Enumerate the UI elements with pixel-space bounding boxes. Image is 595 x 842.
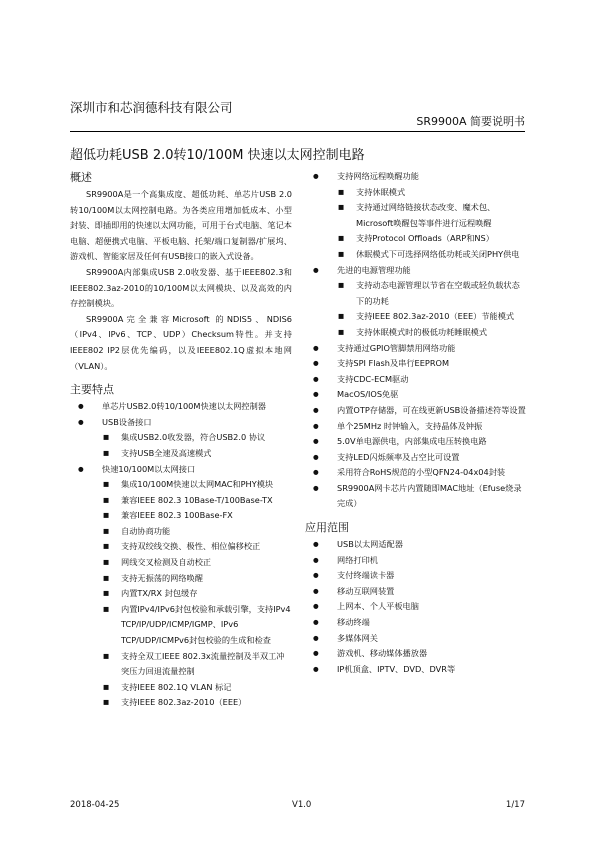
feature-subitem: ■ 自动协商功能 — [70, 524, 292, 540]
application-item: ● 游戏机、移动媒体播放器 — [305, 646, 527, 662]
feature-item: ● 支持SPI Flash及串行EEPROM — [305, 356, 527, 372]
feature-item: ● USB设备接口 — [70, 415, 292, 431]
feature-subitem: ■ 集成10/100M快速以太网MAC和PHY模块 — [70, 477, 292, 493]
section-gap — [70, 374, 292, 381]
right-column — [305, 169, 527, 677]
application-item: ● 上网本、个人平板电脑 — [305, 599, 527, 615]
feature-subitem: ■ 集成USB2.0收发器，符合USB2.0 协议 — [70, 430, 292, 446]
applications-heading: 应用范围 — [305, 521, 349, 535]
feature-item: ● 单芯片USB2.0转10/100M快速以太网控制器 — [70, 399, 292, 415]
document-title: 超低功耗USB 2.0转10/100M 快速以太网控制电路 — [70, 148, 365, 163]
feature-subitem: ■ 兼容IEEE 802.3 10Base-T/100Base-TX — [70, 493, 292, 509]
application-item: ● 网络打印机 — [305, 553, 527, 569]
feature-subitem: ■ 支持IEEE 802.1Q VLAN 标记 — [70, 680, 292, 696]
features-list-left — [70, 399, 292, 711]
feature-subitem: ■ 支持休眠模式时的极低功耗睡眠模式 — [305, 325, 527, 341]
feature-item: ● 单个25MHz 时钟输入，支持晶体及钟振 — [305, 419, 527, 435]
overview-paragraph: SR9900A完全兼容Microsoft 的NDIS5、NDIS6（IPv4、IPv6、TCP、UDP）Checksum特性。并支持IEEE802 IP2层优先编码，以及IEEE802.1Q虚拟本地网（VLAN）。 — [70, 313, 292, 371]
application-item: ● 移动终端 — [305, 615, 527, 631]
document-type: SR9900A 简要说明书 — [416, 115, 525, 128]
application-item: ● 支付终端读卡器 — [305, 568, 527, 584]
feature-subitem: ■ 兼容IEEE 802.3 100Base-FX — [70, 508, 292, 524]
overview-paragraph: SR9900A是一个高集成度、超低功耗、单芯片USB 2.0转10/100M以太网控制电路。为各类应用增加低成本、小型封装、即插即用的快速以太网功能，可用于台式电脑、笔记本电脑、超便携式电脑、平板电脑、托架/端口复制器/扩展坞、游戏机、智能家居及任何有USB接口的嵌入式设备。 — [70, 189, 292, 262]
feature-subitem: ■ 支持动态电源管理以节省在空载或轻负载状态下的功耗 — [305, 278, 527, 309]
feature-subitem: ■ 网线交叉检测及自动校正 — [70, 555, 292, 571]
application-item: ● USB以太网适配器 — [305, 537, 527, 553]
feature-item: ● 先进的电源管理功能 — [305, 263, 527, 279]
footer-date: 2018-04-25 — [70, 800, 120, 810]
application-item: ● 移动互联网装置 — [305, 584, 527, 600]
feature-subitem: ■ 支持Protocol Offloads（ARP和NS） — [305, 231, 527, 247]
features-heading: 主要特点 — [70, 383, 114, 397]
feature-subitem: ■ 支持IEEE 802.3az-2010（EEE） — [70, 695, 292, 711]
application-item: ● IP机顶盒、IPTV、DVD、DVR等 — [305, 662, 527, 678]
overview-body — [70, 187, 292, 374]
feature-subitem: ■ 内置IPv4/IPv6封包校验和承载引擎，支持IPv4 TCP/IP/UDP/ICMP/IGMP、IPv6 TCP/UDP/ICMPv6封包校验的生成和检查 — [70, 602, 292, 649]
section-gap — [305, 512, 527, 519]
feature-subitem: ■ 支持双绞线交换、极性、相位偏移校正 — [70, 539, 292, 555]
feature-item: ● 支持LED闪烁频率及占空比可设置 — [305, 450, 527, 466]
feature-subitem: ■ 支持IEEE 802.3az-2010（EEE）节能模式 — [305, 309, 527, 325]
feature-subitem: ■ 支持全双工IEEE 802.3x流量控制及半双工冲突压力回退流量控制 — [70, 649, 292, 680]
overview-paragraph: SR9900A内部集成USB 2.0收发器、基于IEEE802.3和IEEE802.3az-2010的10/100M以太网模块、以及高效的内存控制模块。 — [70, 266, 292, 309]
header-rule — [70, 131, 525, 132]
left-column — [70, 169, 292, 711]
feature-item: ● MacOS/IOS免驱 — [305, 387, 527, 403]
applications-list — [305, 537, 527, 677]
feature-item: ● 支持网络远程唤醒功能 — [305, 169, 527, 185]
feature-subitem: ■ 休眠模式下可选择网络低功耗或关闭PHY供电 — [305, 247, 527, 263]
feature-subitem: ■ 内置TX/RX 封包缓存 — [70, 586, 292, 602]
footer-page-number: 1/17 — [505, 800, 525, 810]
feature-subitem: ■ 支持USB全速及高速模式 — [70, 446, 292, 462]
feature-item: ● 支持CDC-ECM驱动 — [305, 372, 527, 388]
feature-item: ● 内置OTP存储器，可在线更新USB设备描述符等设置 — [305, 403, 527, 419]
features-list-right — [305, 169, 527, 512]
overview-heading: 概述 — [70, 171, 92, 184]
feature-item: ● SR9900A网卡芯片内置随即MAC地址（Efuse烧录完成） — [305, 481, 527, 512]
feature-subitem: ■ 支持无振荡的网络唤醒 — [70, 571, 292, 587]
feature-subitem: ■ 支持通过网络链接状态改变、魔术包、Microsoft唤醒包等事件进行远程唤醒 — [305, 200, 527, 231]
company-name: 深圳市和芯润德科技有限公司 — [70, 100, 233, 115]
feature-item: ● 支持通过GPIO管脚禁用网络功能 — [305, 341, 527, 357]
application-item: ● 多媒体网关 — [305, 631, 527, 647]
feature-subitem: ■ 支持休眠模式 — [305, 185, 527, 201]
footer-version: V1.0 — [292, 800, 312, 810]
feature-item: ● 快速10/100M以太网接口 — [70, 462, 292, 478]
feature-item: ● 采用符合RoHS规范的小型QFN24-04x04封装 — [305, 465, 527, 481]
feature-item: ● 5.0V单电源供电，内部集成电压转换电路 — [305, 434, 527, 450]
